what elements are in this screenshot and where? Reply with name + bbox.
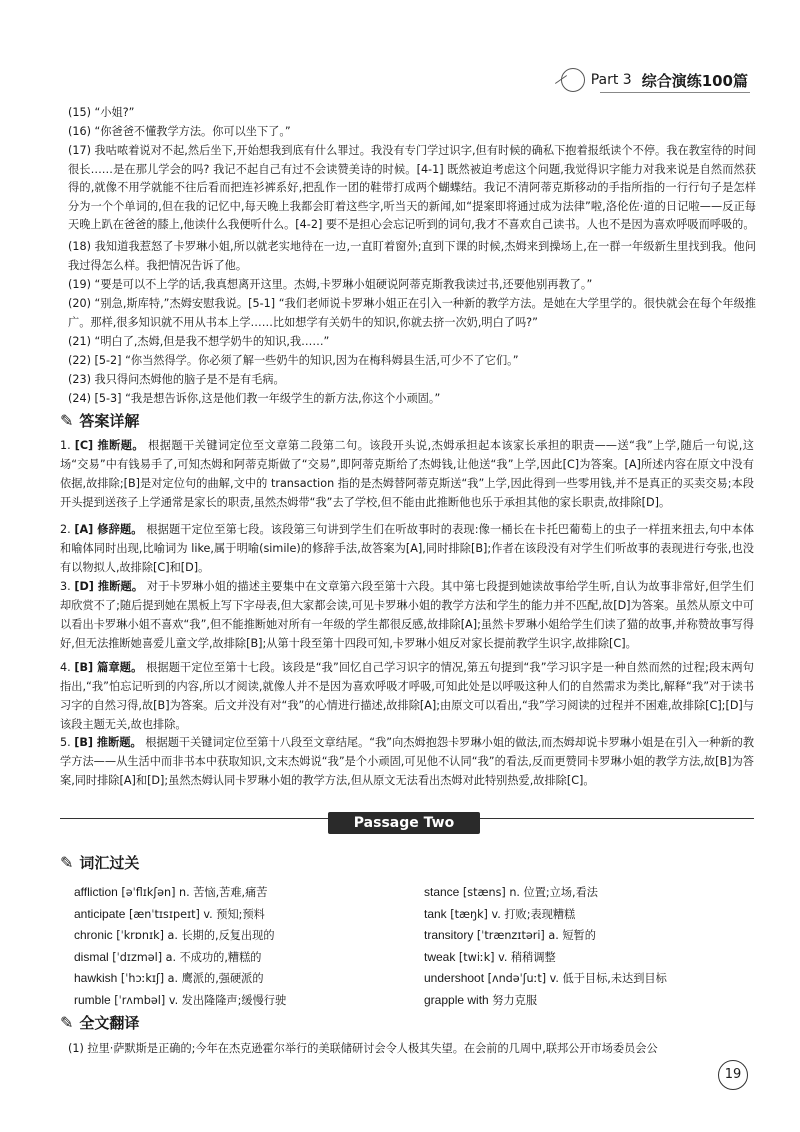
vocab-heading xyxy=(60,852,139,873)
answer-number: 3. xyxy=(60,580,71,593)
pen-icon: ✎ xyxy=(60,411,74,430)
answer-item-2 xyxy=(60,520,754,577)
paragraph-24: (24) [5-3] “我是想告诉你,这是他们教一年级学生的新方法,你这个小顽固。” xyxy=(68,392,441,405)
answer-item-3 xyxy=(60,577,754,653)
part-label: Part 3 xyxy=(590,72,632,88)
vocab-item: rumble [ˈrʌmbəl] v. 发出隆隆声;缓慢行驶 xyxy=(74,992,287,1007)
answer-text: 根据题干定位至第七段。该段第三句讲到学生们在听故事时的表现:像一桶长在卡托巴葡萄上的虫子一样扭来扭去,句中本体和喻体同时出现,比喻词为 like,属于明喻(simile)的修辞手法,故答案为[A],同时排除[B];作者在该段没有对学生们听故事的表现进行夸张,也没有以物拟人,故排除[C]和[D]。 xyxy=(60,523,754,574)
vocab-item: transitory [ˈtrænzɪtəri] a. 短暂的 xyxy=(424,928,596,943)
answer-text: 根据题干关键词定位至文章第二段第二句。该段开头说,杰姆承担起本该家长承担的职责——送“我”上学,随后一句说,这场“交易”中有钱易手了,可知杰姆和阿蒂克斯做了“交易”,即阿蒂克斯给了杰姆钱,让他送“我”上学,因此[C]为答案。[A]所述内容在原文中没有依据,故排除;[B]是对定位句的曲解,文中的 transaction 指的是杰姆替阿蒂克斯送“我”上学,因此得到一些零用钱,并不是真正的买卖交易;本段开头提到送孩子上学通常是家长的职责,虽然杰姆带“我”去了学校,但不能由此推断他也乐于承担其他的家长职责,故排除[D]。 xyxy=(60,439,754,509)
decorative-circle-icon xyxy=(561,68,585,92)
running-header xyxy=(561,68,748,92)
translation-title: 全文翻译 xyxy=(79,1014,140,1032)
pen-icon: ✎ xyxy=(60,1013,74,1032)
answer-tag: [C] 推断题。 xyxy=(74,439,145,452)
paragraph-20: (20) “别急,斯库特,”杰姆安慰我说。[5-1] “我们老师说卡罗琳小姐正在引入一种新的教学方法。是她在大学里学的。很快就会在每个年级推广。那样,很多知识就不用从书本上学……比如想学有关奶牛的知识,你就去挤一次奶,明白了吗?” xyxy=(68,297,756,329)
vocab-item: stance [stæns] n. 位置;立场,看法 xyxy=(424,885,598,899)
answer-text: 根据题干定位至第十七段。该段是“我”回忆自己学习识字的情况,第五句提到“我”学习识字是一种自然而然的过程;段末两句指出,“我”怕忘记听到的内容,所以才阅读,就像人并不是因为喜欢呼吸才呼吸,可知此处是以呼吸这种人们的自然需求为类比,解释“我”对于读书习字的自然习得,故[B]为答案。后文并没有对“我”的心情进行描述,故排除[A];由原文可以看出,“我”学习阅读的过程并不困难,故排除[C];[D]与该段主题无关,故也排除。 xyxy=(60,661,754,731)
answers-heading xyxy=(60,410,139,431)
answer-number: 1. xyxy=(60,439,71,452)
vocab-item: undershoot [ʌndəˈʃuːt] v. 低于目标,未达到目标 xyxy=(424,971,667,986)
section-label: 综合演练100篇 xyxy=(641,71,748,90)
answer-tag: [D] 推断题。 xyxy=(74,580,144,593)
answer-tag: [B] 推断题。 xyxy=(74,736,142,749)
header-rule xyxy=(600,92,750,93)
translation-heading xyxy=(60,1012,139,1033)
paragraph-15: (15) “小姐?” xyxy=(68,106,135,119)
vocab-item: dismal [ˈdɪzməl] a. 不成功的,糟糕的 xyxy=(74,949,262,964)
answer-text: 根据题干关键词定位至第十八段至文章结尾。“我”向杰姆抱怨卡罗琳小姐的做法,而杰姆却说卡罗琳小姐是在引入一种新的教学方法——从生活中而非书本中获取知识,文末杰姆说“我”是个小顽固,可见他不认同“我”的看法,反而更赞同卡罗琳小姐的教学方法,故[B]为答案,同时排除[A]和[D];虽然杰姆认同卡罗琳小姐的教学方法,但从原文无法看出杰姆对此特别热爱,故排除[C]。 xyxy=(60,736,755,787)
vocab-item: tank [tæŋk] v. 打败;表现糟糕 xyxy=(424,906,576,921)
paragraph-23: (23) 我只得问杰姆他的脑子是不是有毛病。 xyxy=(68,373,285,386)
vocab-item: hawkish [ˈhɔːkɪʃ] a. 鹰派的,强硬派的 xyxy=(74,971,264,986)
answer-item-4 xyxy=(60,658,754,734)
paragraph-18: (18) 我知道我惹怒了卡罗琳小姐,所以就老实地待在一边,一直盯着窗外;直到下课的时候,杰姆来到操场上,在一群一年级新生里找到我。他问我过得怎么样。我把情况告诉了他。 xyxy=(68,240,756,272)
answer-tag: [A] 修辞题。 xyxy=(74,523,143,536)
passage-banner xyxy=(328,808,480,834)
answers-title: 答案详解 xyxy=(79,412,140,430)
banner-rule-left xyxy=(60,818,328,819)
answer-number: 5. xyxy=(60,736,71,749)
vocab-item: anticipate [ænˈtɪsɪpeɪt] v. 预知;预料 xyxy=(74,906,265,921)
translation-paragraph-1: (1) 拉里·萨默斯是正确的;今年在杰克逊霍尔举行的美联储研讨会令人极其失望。在会前的几周中,联邦公开市场委员会公 xyxy=(68,1042,658,1055)
vocab-item: grapple with 努力克服 xyxy=(424,992,538,1007)
banner-rule-right xyxy=(480,818,754,819)
answer-tag: [B] 篇章题。 xyxy=(74,661,143,674)
vocab-item: affliction [əˈflɪkʃən] n. 苦恼,苦难,痛苦 xyxy=(74,885,268,899)
banner-text: Passage Two xyxy=(353,815,455,831)
paragraph-22: (22) [5-2] “你当然得学。你必须了解一些奶牛的知识,因为在梅科姆县生活,可少不了它们。” xyxy=(68,354,519,367)
paragraph-19: (19) “要是可以不上学的话,我真想离开这里。杰姆,卡罗琳小姐硬说阿蒂克斯教我读过书,还要他别再教了。” xyxy=(68,278,593,291)
paragraph-21: (21) “明白了,杰姆,但是我不想学奶牛的知识,我……” xyxy=(68,335,330,348)
answer-item-5 xyxy=(60,733,754,790)
vocab-item: tweak [twiːk] v. 稍稍调整 xyxy=(424,949,556,964)
vocab-item: chronic [ˈkrɒnɪk] a. 长期的,反复出现的 xyxy=(74,928,275,943)
pen-icon: ✎ xyxy=(60,853,74,872)
vocab-list-left xyxy=(74,882,404,1012)
answer-item-1 xyxy=(60,436,754,512)
answer-text: 对于卡罗琳小姐的描述主要集中在文章第六段至第十六段。其中第七段提到她读故事给学生听,自认为故事非常好,但学生们却欣赏不了;随后提到她在黑板上写下字母表,但大家都会读,可见卡罗琳小姐的教学方法和学生的能力并不匹配,故[D]为答案。虽然从原文中可以看出卡罗琳小姐不喜欢“我”,但不能推断她对所有一年级的学生都很反感,故排除[A];虽然卡罗琳小姐给学生们读了猫的故事,并称赞故事写得好,但无法推断她喜爱儿童文学,故排除[B];从第十段至第十四段可知,卡罗琳小姐反对家长提前教学生识字,故排除[C]。 xyxy=(60,580,754,650)
page-number: 19 xyxy=(718,1060,748,1090)
answer-number: 4. xyxy=(60,661,71,674)
vocab-title: 词汇过关 xyxy=(79,854,140,872)
paragraph-16: (16) “你爸爸不懂教学方法。你可以坐下了。” xyxy=(68,125,291,138)
answer-number: 2. xyxy=(60,523,71,536)
paragraph-17: (17) 我咕哝着说对不起,然后坐下,开始想我到底有什么罪过。我没有专门学过识字,但有时候的确私下抱着报纸读个不停。我在教室待的时间很长……是在那儿学会的吗? 我记不起自己有过不会读赞美诗的时候。[4-1] 既然被迫考虑这个问题,我觉得识字能力对我来说是自然而然获得的,就像不用学就能不往后看而把连衫裤系好,把乱作一团的鞋带打成两个蝴蝶结。我记不清阿蒂克斯移动的手指所指的一行行句子是怎样分为一个个单词的,但在我的记忆中,每天晚上我都会盯着这些字,听当天的新闻,如“提案即将通过成为法律”啦,洛伦佐·道的日记啦——反正每天晚上趴在爸爸的膝上,他读什么我便听什么。[4-2] 要不是担心会忘记听到的词句,我才不喜欢自己读书。人也不是因为喜欢呼吸而呼吸的。 xyxy=(68,144,756,231)
vocab-list-right xyxy=(424,882,754,1012)
